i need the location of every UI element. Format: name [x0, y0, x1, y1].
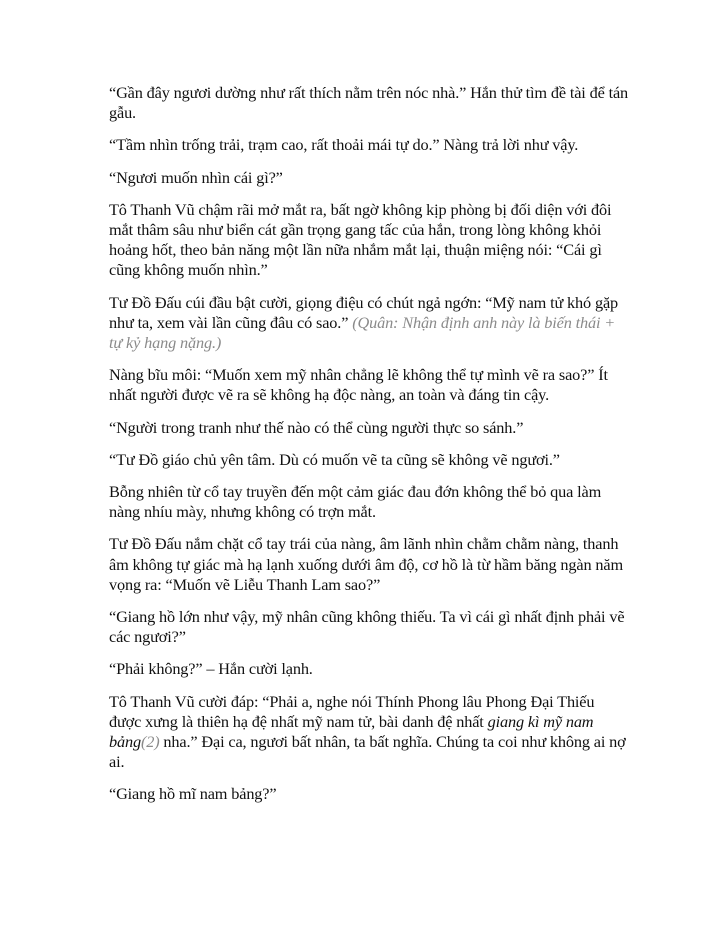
paragraph-12 [109, 659, 628, 679]
paragraph-text: “Giang hồ mĩ nam bảng?” [109, 784, 277, 804]
paragraph-5 [109, 293, 628, 354]
paragraph-13 [109, 692, 628, 773]
paragraph-text: “Gần đây ngươi dường như rất thích nằm trên nóc nhà.” Hắn thử tìm đề tài để tán gẫu. [109, 83, 629, 123]
paragraph-text: Tô Thanh Vũ chậm rãi mở mắt ra, bất ngờ không kịp phòng bị đối diện với đôi mắt thâm sâu như biển cát gần trọng gang tấc của hắn, trong lòng không khỏi hoảng hốt, theo bản năng một lần nữa nhắm mắt lại, thuận miệng nói: “Cái gì cũng không muốn nhìn.” [109, 199, 612, 280]
footnote-reference[interactable]: (2) [140, 732, 160, 752]
paragraph-text: Tư Đồ Đấu cúi đầu bật cười, giọng điệu có chút ngả ngớn: “Mỹ nam tử khó gặp như ta, xem vài lần cũng đâu có sao.” [109, 292, 619, 332]
paragraph-text: “Tầm nhìn trống trải, trạm cao, rất thoải mái tự do.” Nàng trả lời như vậy. [109, 135, 579, 155]
paragraph-text: “Ngươi muốn nhìn cái gì?” [109, 167, 283, 187]
paragraph-14 [109, 784, 628, 804]
paragraph-text: Tư Đồ Đấu nắm chặt cổ tay trái của nàng, âm lãnh nhìn chằm chằm nàng, thanh âm không tự giác mà hạ lạnh xuống dưới âm độ, cơ hồ là từ hầm băng ngàn năm vọng ra: “Muốn vẽ Liễu Thanh Lam sao?” [109, 534, 623, 594]
paragraph-11 [109, 607, 628, 647]
paragraph-4 [109, 200, 628, 281]
paragraph-text: nha.” Đại ca, ngươi bất nhân, ta bất nghĩa. Chúng ta coi như không ai nợ ai. [109, 732, 626, 772]
paragraph-1 [109, 83, 628, 123]
paragraph-text: “Giang hồ lớn như vậy, mỹ nhân cũng không thiếu. Ta vì cái gì nhất định phải vẽ các ngươi?” [109, 607, 625, 647]
paragraph-2 [109, 135, 628, 155]
paragraph-text: Nàng bĩu môi: “Muốn xem mỹ nhân chẳng lẽ không thể tự mình vẽ ra sao?” Ít nhất người được vẽ ra sẽ không hạ độc nàng, an toàn và đáng tin cậy. [109, 365, 608, 405]
paragraph-9 [109, 482, 628, 522]
paragraph-text: “Tư Đồ giáo chủ yên tâm. Dù có muốn vẽ ta cũng sẽ không vẽ ngươi.” [109, 449, 560, 469]
paragraph-text: Tô Thanh Vũ cười đáp: “Phải a, nghe nói Thính Phong lâu Phong Đại Thiếu được xưng là thiên hạ đệ nhất mỹ nam tử, bài danh đệ nhất [109, 691, 595, 731]
paragraph-text: “Người trong tranh như thế nào có thể cùng người thực so sánh.” [109, 417, 524, 437]
paragraph-10 [109, 534, 628, 595]
translator-note: (Quân: Nhận định anh này là biến thái + tự kỷ hạng nặng.) [109, 312, 616, 353]
paragraph-6 [109, 365, 628, 405]
italic-term: giang kì mỹ nam bảng [109, 711, 594, 752]
paragraph-text: Bỗng nhiên từ cổ tay truyền đến một cảm giác đau đớn không thể bỏ qua làm nàng nhíu mày, nhưng không có trợn mắt. [109, 482, 602, 522]
paragraph-3 [109, 168, 628, 188]
paragraph-7 [109, 418, 628, 438]
paragraph-8 [109, 450, 628, 470]
paragraph-text: “Phải không?” – Hắn cười lạnh. [109, 659, 313, 679]
